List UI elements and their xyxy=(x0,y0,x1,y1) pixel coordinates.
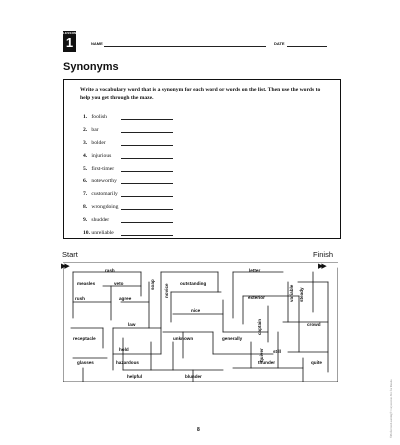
item-number: 9. xyxy=(83,217,88,224)
item-word: bar xyxy=(91,126,99,133)
maze-word: nice xyxy=(191,308,201,313)
name-label: NAME xyxy=(91,41,103,46)
maze-word: agree xyxy=(119,296,132,301)
maze-word: captain xyxy=(257,318,262,335)
maze-finish-label: Finish xyxy=(313,250,334,259)
lesson-badge xyxy=(63,31,76,52)
item-number: 7. xyxy=(83,191,88,198)
item-number: 3. xyxy=(83,139,88,146)
maze-word: veto xyxy=(114,281,124,286)
side-credit: ©Perfection Learning® Corporation. Not for Resale. xyxy=(390,378,393,438)
list-item xyxy=(83,189,178,202)
answer-blank[interactable] xyxy=(121,119,173,120)
name-field[interactable] xyxy=(104,46,266,47)
item-word: unreliable xyxy=(91,230,114,237)
answer-blank[interactable] xyxy=(121,158,173,159)
maze-word: exterior xyxy=(248,295,265,300)
answer-blank[interactable] xyxy=(121,183,173,184)
maze-start-label: Start xyxy=(62,250,78,259)
maze-word: crowd xyxy=(307,322,321,327)
list-item xyxy=(83,176,178,189)
answer-blank[interactable] xyxy=(121,209,173,210)
start-arrow-icon: ▶▶ xyxy=(61,262,68,270)
item-number: 2. xyxy=(83,126,88,133)
maze-word: hazardous xyxy=(116,360,139,365)
finish-arrow-icon: ▶▶ xyxy=(318,262,325,270)
item-number: 8. xyxy=(83,204,88,211)
date-field[interactable] xyxy=(287,46,327,47)
maze-word: quiver xyxy=(259,348,264,362)
item-word: wrongdoing xyxy=(91,204,119,211)
maze-word: measles xyxy=(77,281,96,286)
maze-word: letter xyxy=(249,268,261,273)
maze-word: soap xyxy=(150,279,155,290)
answer-blank[interactable] xyxy=(121,235,173,236)
maze-word: novice xyxy=(164,283,169,298)
maze-word: quite xyxy=(311,360,322,365)
item-number: 10. xyxy=(83,230,90,237)
list-item xyxy=(83,228,178,241)
answer-blank[interactable] xyxy=(121,196,173,197)
answer-blank[interactable] xyxy=(121,132,173,133)
list-item xyxy=(83,215,178,228)
answer-blank[interactable] xyxy=(121,145,173,146)
list-item xyxy=(83,202,178,215)
word-list xyxy=(83,112,178,241)
item-number: 6. xyxy=(83,178,88,185)
maze-word: thunder xyxy=(258,360,276,365)
maze-walls xyxy=(63,262,338,382)
maze-word: outstanding xyxy=(180,281,207,286)
lesson-label: LESSON xyxy=(63,31,77,35)
maze-word: glasses xyxy=(77,360,94,365)
maze-word: rush xyxy=(75,296,85,301)
maze-word: unknown xyxy=(173,336,194,341)
word-maze[interactable] xyxy=(63,262,338,382)
item-word: first-timer xyxy=(91,165,115,172)
lesson-number: 1 xyxy=(65,35,74,50)
list-item xyxy=(83,125,178,138)
item-number: 5. xyxy=(83,165,88,172)
maze-word: generally xyxy=(222,336,243,341)
item-word: shudder xyxy=(91,217,110,224)
maze-word: helpful xyxy=(127,374,143,379)
item-word: noteworthy xyxy=(91,178,117,185)
item-word: injurious xyxy=(91,152,112,159)
item-word: customarily xyxy=(91,191,118,198)
list-item xyxy=(83,164,178,177)
list-item xyxy=(83,151,178,164)
maze-word: blunder xyxy=(185,374,202,379)
maze-word: still xyxy=(273,349,281,354)
answer-blank[interactable] xyxy=(121,222,173,223)
date-label: DATE xyxy=(274,41,285,46)
maze-word: rash xyxy=(105,268,115,273)
page-number: 8 xyxy=(197,427,200,433)
maze-word: variable xyxy=(289,284,294,302)
answer-blank[interactable] xyxy=(121,171,173,172)
item-number: 4. xyxy=(83,152,88,159)
maze-word: receptacle xyxy=(73,336,96,341)
list-item xyxy=(83,112,178,125)
page-title: Synonyms xyxy=(63,61,119,73)
list-item xyxy=(83,138,178,151)
maze-word: steady xyxy=(299,287,304,302)
maze-word: hold xyxy=(119,347,129,352)
maze-word: law xyxy=(128,322,136,327)
item-word: bolder xyxy=(91,139,106,146)
instructions-text: Write a vocabulary word that is a synonym for each word or words on the list. Then use the words to help you get through the maze. xyxy=(80,87,321,101)
item-number: 1. xyxy=(83,114,88,120)
item-word: foolish xyxy=(91,114,107,120)
